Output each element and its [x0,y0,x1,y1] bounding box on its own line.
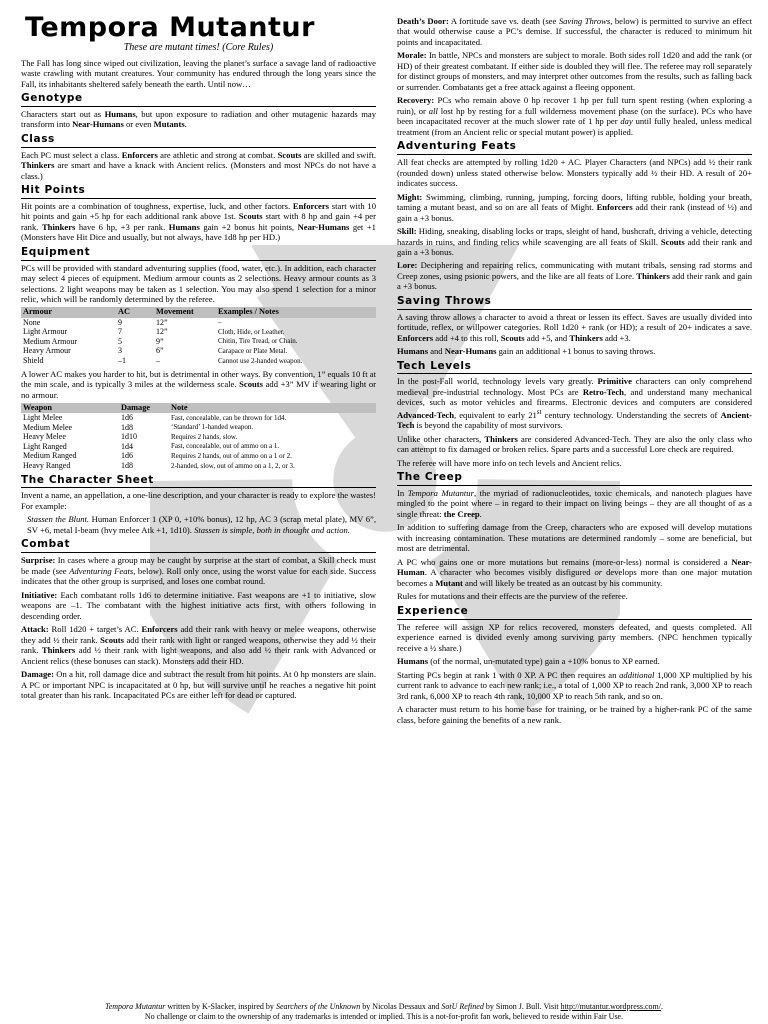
table-cell: –1 [118,355,126,365]
table-cell: Heavy Armour [23,346,71,356]
combat-heading: Combat [21,538,376,553]
table-cell: Cannot use 2-handed weapon. [218,356,303,365]
tech-paragraph-2: Unlike other characters, Thinkers are considered Advanced-Tech. They are also the only class who can attempt to fix damaged or broken relics. Spare parts and a successful Lore check are required. [397,433,753,455]
table-cell: Fast, concealable, can be thrown for 1d4. [171,413,287,422]
table-cell: 2-handed, slow, out of ammo on a 1, 2, or 3. [171,461,295,470]
might-paragraph: Might: Swimming, climbing, running, jumping, forcing doors, lifting rubble, holding your breath, taming a mutant beast, and so on are all feats of Might. Enforcers add their rank (instead of ½) and gain a +3 bonus. [397,191,752,223]
table-cell: None [23,317,41,327]
experience-paragraph-4: A character must return to his home base for training, or be trained by a higher-rank PC of the same class, before gaining the benefits of a new rank. [397,704,752,725]
tech-paragraph-1: In the post-Fall world, technology levels vary greatly. Primitive characters can only comprehend medieval pre-industrial technology. Most PCs are Retro-Tech, and understand many mechanical devices, such as motor vehicles and firearms. Electronic devices and computers are considered Advanced-Tech, equivalent to early 21st century technology. Understanding the secrets of Ancient-Tech is beyond the capability of most survivors. [397,376,752,431]
table-cell: Light Armour [23,327,68,337]
table-cell: Medium Ranged [23,451,77,461]
table-cell: Heavy Melee [23,432,66,442]
saving-throws-paragraph: A saving throw allows a character to avoid a threat or lessen its effect. Saves are usually divided into fortitude, reflex, or willpower categories. Roll 1d20 + rank (or HD); a result of 20+ indicates a save. Enforcers add +4 to this roll, Scouts add +5, and Thinkers add +3. [397,311,752,343]
character-sheet-heading: The Character Sheet [21,474,376,489]
table-cell: 12” [156,317,168,327]
table-row [21,432,376,442]
table-cell: 6” [156,346,164,356]
table-header-cell: AC [116,307,154,317]
table-cell: 9 [118,317,122,327]
table-cell: Cloth, Hide, or Leather. [218,327,285,336]
genotype-heading: Genotype [21,92,376,107]
armour-table-header [21,307,376,317]
creep-paragraph-1: In Tempora Mutantur, the myriad of radionucleotides, toxic chemicals, and nanotech plagues have mingled to the point where – in regard to their impact on living beings – they are all thought of as a single threat: the Creep. [397,488,752,519]
table-cell: Requires 2 hands, out of ammo on a 1 or 2. [171,452,292,461]
page-title: Tempora Mutantur [25,12,315,43]
table-cell: Fast, concealable, out of ammo on a 1. [171,442,280,451]
hit-points-heading: Hit Points [21,184,376,199]
table-cell: Light Melee [23,413,63,423]
armour-table [21,307,376,365]
equipment-heading: Equipment [21,246,376,261]
recovery-paragraph: Recovery: PCs who remain above 0 hp recover 1 hp per full turn spent resting (when exploring a ruin), or all lost hp by resting for a full wilderness movement phase (on the surface). PCs who have been incapacitated recover at the much slower rate of 1 hp per day until fully healed, unless medical treatment (from an Ancient relic or special mutant power) is applied. [397,95,752,137]
left-column [21,4,376,704]
initiative-paragraph: Initiative: Each combatant rolls 1d6 to determine initiative. Fast weapons are +1 to initiative, slow weapons are –1. The combatant with the highest initiative acts first, with others following in descending order. [21,589,376,621]
table-cell: 5 [118,336,122,346]
damage-paragraph: Damage: On a hit, roll damage dice and subtract the result from hit points. At 0 hp monsters are slain. A PC or important NPC is incapacitated at 0 hp, but will survive until he reaches a negative hit point total greater than his rank. Incapacitated PCs are either left for dead or captured. [21,669,376,701]
creep-paragraph-4: Rules for mutations and their effects are the purview of the referee. [397,591,628,602]
table-row [21,327,376,337]
table-cell: 3 [118,346,122,356]
class-paragraph: Each PC must select a class. Enforcers are athletic and strong at combat. Scouts are skilled and swift. Thinkers are smart and have a knack with Ancient relics. (Monsters and most NPCs do not have a class.) [21,149,376,181]
table-cell: 9” [156,336,164,346]
experience-paragraph-2: Humans (of the normal, un-mutated type) gain a +10% bonus to XP earned. [397,656,660,667]
table-cell: 12” [156,327,168,337]
table-row [21,318,376,328]
table-cell: – [156,355,160,365]
feats-paragraph: All feat checks are attempted by rolling 1d20 + AC. Player Characters (and NPCs) add ½ their rank (rounded down) unless stated otherwise below. Monsters typically add ½ their HD. A result of 20+ indicates success. [397,157,752,189]
table-cell: ‘Standard’ 1-handed weapon. [171,423,254,432]
tech-paragraph-3: The referee will have more info on tech levels and Ancient relics. [397,457,622,468]
intro-paragraph: The Fall has long since wiped out civilization, leaving the planet’s surface a savage land of radioactive waste crawling with mutant creatures. Your community has endured through the long years since the Fall, its inhabitants sheltered safely beneath the earth. Until now… [21,57,376,89]
creep-paragraph-2: In addition to suffering damage from the Creep, characters who are exposed will develop mutations with increasing contamination. These mutations are determined randomly – some are beneficial, but most are detrimental. [397,522,752,554]
saving-throws-bonus: Humans and Near-Humans gain an additional +1 bonus to saving throws. [397,346,656,357]
table-cell: Requires 2 hands, slow. [171,432,238,441]
table-row [21,413,376,423]
class-heading: Class [21,133,376,148]
creep-heading: The Creep [397,471,752,486]
weapon-table [21,403,376,471]
table-cell: – [218,318,222,327]
table-row [21,442,376,452]
creep-paragraph-3: A PC who gains one or more mutations but remains (more-or-less) normal is considered a Near-Human. A character who becomes visibly disfigured or develops more than one major mutation becomes a Mutant and will likely be treated as an outcast by his community. [397,556,752,588]
table-cell: 7 [118,327,122,337]
table-row [21,423,376,433]
genotype-paragraph: Characters start out as Humans, but upon exposure to radiation and other mutagenic hazards may transform into Near-Humans or even Mutants. [21,108,376,130]
table-cell: Heavy Ranged [23,461,71,471]
table-cell: 1d8 [121,422,133,432]
experience-paragraph-3: Starting PCs begin at rank 1 with 0 XP. A PC then requires an additional 1,000 XP multiplied by his current rank to advance to each new rank; i.e., a total of 1,000 XP to reach 2nd rank, 3,000 XP to reach 3rd rank, 6,000 XP to reach 4th rank, 10,000 XP to reach 5th rank, and so on. [397,669,752,701]
weapon-table-header [21,403,376,413]
table-cell: 1d6 [121,413,133,423]
right-column [397,4,752,728]
table-header-cell: Damage [119,403,169,413]
footer-credits: Tempora Mutantur written by K-Slacker, inspired by Searchers of the Unknown by Nicolas Dessaux and SotU Refined by Simon J. Bull. Visit http://mutantur.wordpress.com/. [105,1002,663,1011]
deaths-door-paragraph: Death’s Door: A fortitude save vs. death (see Saving Throws, below) is permitted to survive an effect that would otherwise cause a PC’s demise. If successful, the character is reduced to minimum hit points and incapacitated. [397,16,752,47]
saving-throws-heading: Saving Throws [397,295,752,310]
table-cell: 1d6 [121,451,133,461]
table-header-cell: Examples / Notes [216,307,376,317]
table-cell: Shield [23,355,44,365]
table-cell: Medium Melee [23,422,73,432]
table-cell: 1d10 [121,432,137,442]
table-row [21,337,376,347]
table-row [21,346,376,356]
surprise-paragraph: Surprise: In cases where a group may be caught by surprise at the start of combat, a Skill check must be made (see Adventuring Feats, below). Roll only once, using the worst value for each side. Success indicates that the other group is surprised, and loses one combat round. [21,555,376,587]
character-sheet-paragraph: Invent a name, an appellation, a one-line description, and your character is ready to explore the wastes! For example: [21,490,376,511]
skill-paragraph: Skill: Hiding, sneaking, disabling locks or traps, sleight of hand, bushcraft, driving a vehicle, detecting hazards in ruins, and finding relics while scavenging are all feats of Skill. Scouts add their rank and gain a +3 bonus. [397,226,752,257]
table-row [21,356,376,366]
hit-points-paragraph: Hit points are a combination of toughness, expertise, luck, and other factors. Enforcers start with 10 hit points and gain +5 hp for each additional rank above 1st. Scouts start with 8 hp and gain +4 per rank. Thinkers have 6 hp, +3 per rank. Humans gain +2 bonus hit points, Near-Humans get +1 (Monsters have Hit Dice and usually, but not always, have 1d8 hp per HD.) [21,200,376,243]
table-header-cell: Movement [154,307,216,317]
morale-paragraph: Morale: In battle, NPCs and monsters are subject to morale. Both sides roll 1d20 and add the rank (or HD) of their greatest combatant. If either side is doubled they will flee. The referee may roll separately for distinct groups of monsters, and may interpret other outcomes from the results, such as falling back or surrender. Combatants get a free attack against a fleeing opponent. [397,50,752,92]
ac-paragraph: A lower AC makes you harder to hit, but is detrimental in other ways. By convention, 1” equals 10 ft at the min scale, and is typically 3 miles at the wilderness scale. Scouts add +3” MV if wearing light or no armour. [21,368,376,400]
experience-heading: Experience [397,605,752,620]
table-row [21,451,376,461]
table-cell: Chitin, Tire Tread, or Chain. [218,337,298,346]
table-cell: Carapace or Plate Metal. [218,346,288,355]
adventuring-feats-heading: Adventuring Feats [397,140,752,155]
table-header-cell: Weapon [21,403,119,413]
table-cell: 1d4 [121,441,133,451]
character-example: Stassen the Blunt. Human Enforcer 1 (XP 0, +10% bonus), 12 hp, AC 3 (scrap metal plate), MV 6”, SV +6, metal I-beam (hvy melee Atk +1, 1d10). Stassen is simple, both in thought and action. [27,514,376,535]
table-row [21,461,376,471]
footer-disclaimer-line: No challenge or claim to the ownership of any trademarks is intended or implied. This is a not-for-profit fan work, believed to reside within Fair Use. [144,1012,624,1021]
table-cell: Light Ranged [23,441,67,451]
website-link[interactable]: http://mutantur.wordpress.com/ [560,1002,661,1011]
experience-paragraph-1: The referee will assign XP for relics recovered, monsters defeated, and quests completed. All experience earned is divided evenly among surviving party members. (NPC henchmen typically receive a ½ share.) [397,621,752,653]
equipment-paragraph: PCs will be provided with standard adventuring supplies (food, water, etc.). In addition, each character may select 4 pieces of equipment. Medium armour counts as 2 selections. Heavy armour counts as 3 selections. 2 light weapons may be taken as 1 selection. You may also spend 1 selection for a minor relic, which will be randomly determined by the referee. [21,262,376,304]
lore-paragraph: Lore: Deciphering and repairing relics, communicating with mutant tribals, sensing rad storms and Creep zones, using psionic powers, and the like are all feats of Lore. Thinkers add their rank and gain a +3 bonus. [397,260,752,292]
table-header-cell: Note [169,403,376,413]
page-subtitle: These are mutant times! (Core Rules) [123,42,274,54]
table-header-cell: Armour [21,307,116,317]
tech-levels-heading: Tech Levels [397,360,752,375]
attack-paragraph: Attack: Roll 1d20 + target’s AC. Enforcers add their rank with heavy or melee weapons, otherwise they add ½ their rank. Scouts add their rank with light or ranged weapons, otherwise they add ½ their rank. Thinkers add ½ their rank with light weapons, and also add ½ their rank with Advanced or Ancient relics (these bonuses can stack). Monsters add their HD. [21,624,376,666]
table-cell: 1d8 [121,461,133,471]
table-cell: Medium Armour [23,336,77,346]
